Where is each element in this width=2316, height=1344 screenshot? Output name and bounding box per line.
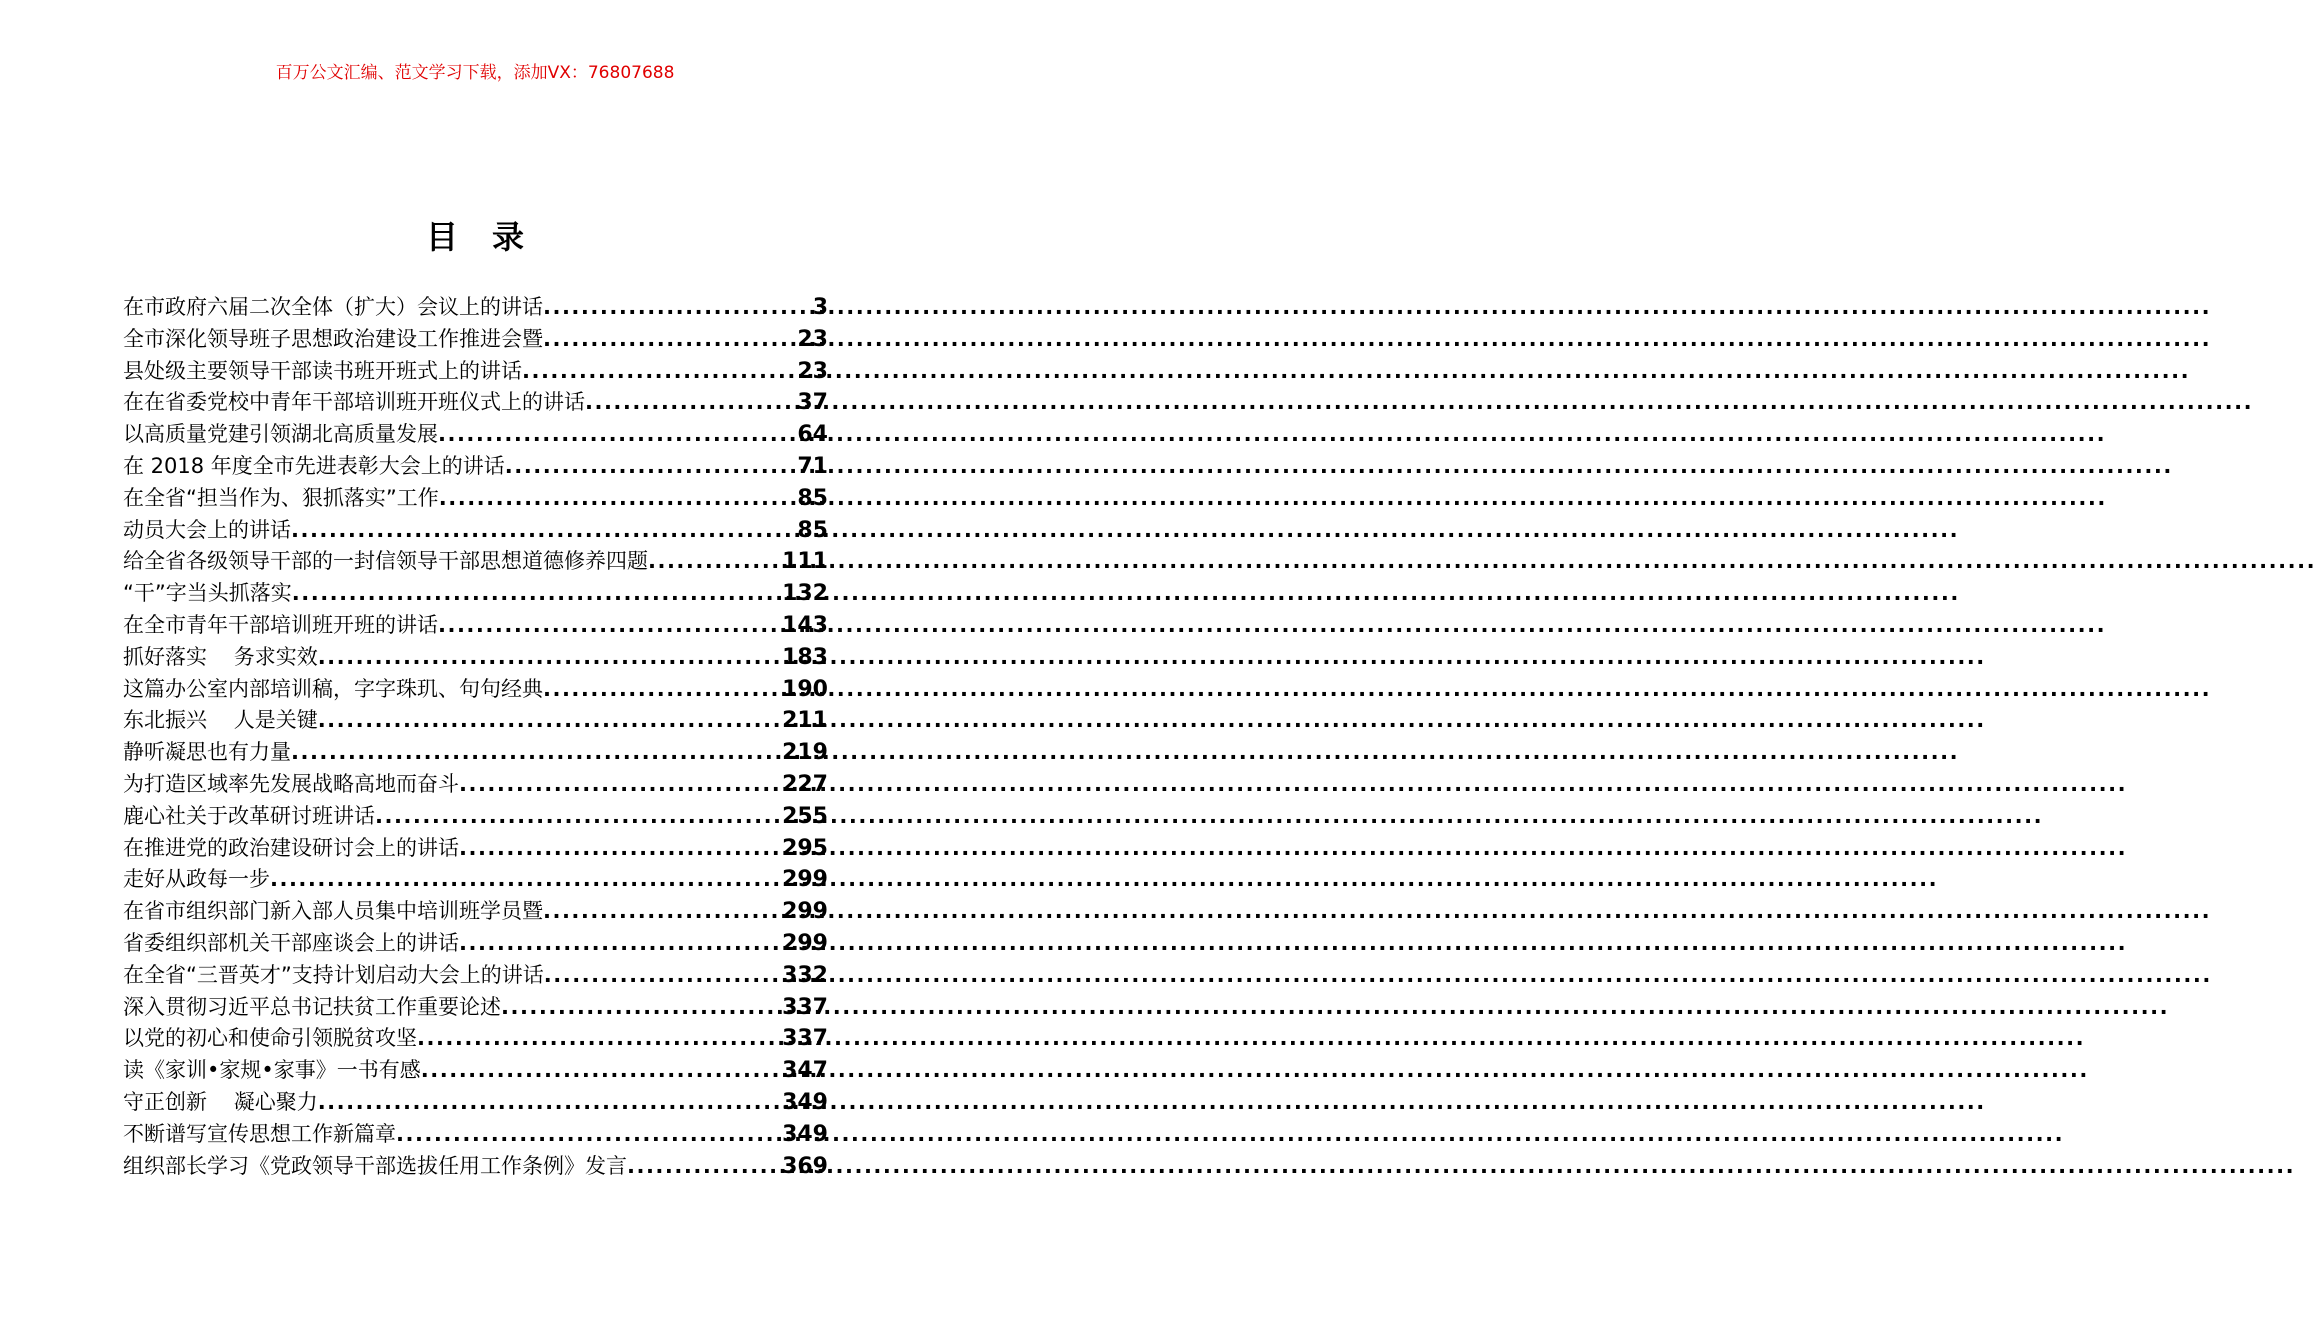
toc-entry-page-number: 299 — [782, 930, 828, 956]
toc-entry-title: 给全省各级领导干部的一封信领导干部思想道德修养四题 — [123, 549, 648, 574]
toc-entry-page-number: 71 — [797, 453, 828, 479]
toc-dot-leader — [292, 578, 781, 610]
toc-entry[interactable] — [123, 419, 828, 451]
toc-entry-page-number: 143 — [782, 612, 828, 638]
toc-entry-title: “干”字当头抓落实 — [123, 581, 292, 606]
toc-dot-leader — [459, 769, 781, 801]
toc-dot-leader — [544, 960, 781, 992]
toc-entry[interactable] — [123, 801, 828, 833]
toc-entry[interactable] — [123, 992, 828, 1024]
toc-entry-title: 东北振兴 人是关键 — [123, 708, 318, 733]
toc-entry-title: 全市深化领导班子思想政治建设工作推进会暨 — [123, 326, 543, 351]
toc-entry-title: 走好从政每一步 — [123, 867, 270, 892]
toc-entry-title: 在全市青年干部培训班开班的讲话 — [123, 612, 438, 637]
toc-entry-title: 鹿心社关于改革研讨班讲话 — [123, 803, 375, 828]
toc-entry[interactable] — [123, 737, 828, 769]
toc-entry[interactable] — [123, 515, 828, 547]
toc-entry[interactable] — [123, 896, 828, 928]
page-title: 目录 — [425, 218, 558, 256]
toc-entry-page-number: 183 — [782, 644, 828, 670]
toc-dot-leader — [585, 387, 796, 419]
toc-dot-leader — [438, 419, 796, 451]
toc-entry-title: 为打造区域率先发展战略高地而奋斗 — [123, 771, 459, 796]
toc-entry[interactable] — [123, 356, 828, 388]
toc-entry[interactable] — [123, 1151, 828, 1183]
toc-entry[interactable] — [123, 546, 828, 578]
toc-entry-page-number: 211 — [782, 708, 828, 734]
toc-entry-title: 在全省“三晋英才”支持计划启动大会上的讲话 — [123, 962, 544, 987]
toc-entry[interactable] — [123, 642, 828, 674]
toc-entry-page-number: 349 — [782, 1089, 828, 1115]
toc-dot-leader — [505, 451, 797, 483]
toc-entry-title: 在 2018 年度全市先进表彰大会上的讲话 — [123, 453, 505, 478]
toc-entry-title: 组织部长学习《党政领导干部选拔任用工作条例》发言 — [123, 1153, 627, 1178]
toc-entry-title: 以高质量党建引领湖北高质量发展 — [123, 422, 438, 447]
toc-entry-page-number: 347 — [782, 1058, 828, 1084]
toc-entry[interactable] — [123, 483, 828, 515]
toc-dot-leader — [417, 1023, 781, 1055]
toc-entry-page-number: 255 — [782, 803, 828, 829]
toc-entry-page-number: 3 — [812, 295, 828, 320]
toc-dot-leader — [543, 292, 812, 324]
toc-entry[interactable] — [123, 292, 828, 324]
toc-entry[interactable] — [123, 1087, 828, 1119]
toc-entry[interactable] — [123, 928, 828, 960]
toc-entry-page-number: 37 — [797, 390, 828, 416]
toc-dot-leader — [627, 1151, 781, 1183]
table-of-contents — [123, 292, 828, 1182]
toc-entry-page-number: 23 — [797, 326, 828, 352]
toc-entry[interactable] — [123, 705, 828, 737]
toc-entry-page-number: 337 — [782, 1026, 828, 1052]
toc-entry-title: 在推进党的政治建设研讨会上的讲话 — [123, 835, 459, 860]
toc-dot-leader — [438, 610, 781, 642]
toc-entry-title: 省委组织部机关干部座谈会上的讲话 — [123, 930, 459, 955]
toc-entry-title: 读《家训•家规•家事》一书有感 — [123, 1058, 421, 1083]
toc-entry-title: 不断谱写宣传思想工作新篇章 — [123, 1121, 396, 1146]
toc-dot-leader — [375, 801, 781, 833]
toc-entry-title: 守正创新 凝心聚力 — [123, 1089, 318, 1114]
toc-entry[interactable] — [123, 864, 828, 896]
toc-entry-page-number: 132 — [782, 581, 828, 607]
toc-dot-leader — [459, 833, 781, 865]
toc-entry-title: 以党的初心和使命引领脱贫攻坚 — [123, 1026, 417, 1051]
toc-entry-page-number: 299 — [782, 899, 828, 925]
toc-entry[interactable] — [123, 1055, 828, 1087]
document-page — [0, 0, 950, 1344]
toc-entry[interactable] — [123, 769, 828, 801]
toc-dot-leader — [291, 515, 796, 547]
toc-entry-page-number: 349 — [782, 1121, 828, 1147]
toc-entry-page-number: 337 — [782, 994, 828, 1020]
toc-entry-title: 这篇办公室内部培训稿，字字珠玑、句句经典 — [123, 676, 543, 701]
toc-entry[interactable] — [123, 387, 828, 419]
toc-entry[interactable] — [123, 324, 828, 356]
toc-entry-title: 静听凝思也有力量 — [123, 740, 291, 765]
toc-entry[interactable] — [123, 833, 828, 865]
toc-entry-page-number: 369 — [782, 1153, 828, 1179]
toc-dot-leader — [543, 674, 781, 706]
toc-entry-page-number: 23 — [797, 358, 828, 384]
toc-entry-title: 在省市组织部门新入部人员集中培训班学员暨 — [123, 899, 543, 924]
toc-dot-leader — [459, 928, 781, 960]
toc-dot-leader — [648, 546, 781, 578]
toc-entry-page-number: 227 — [782, 771, 828, 797]
toc-dot-leader — [439, 483, 797, 515]
toc-dot-leader — [543, 896, 781, 928]
toc-entry-page-number: 190 — [782, 676, 828, 702]
toc-entry-title: 抓好落实 务求实效 — [123, 644, 318, 669]
toc-dot-leader — [318, 705, 781, 737]
toc-dot-leader — [522, 356, 796, 388]
toc-entry-title: 在全省“担当作为、狠抓落实”工作 — [123, 485, 439, 510]
watermark-header: 百万公文汇编、范文学习下载，添加VX：76807688 — [275, 63, 675, 83]
toc-entry-title: 深入贯彻习近平总书记扶贫工作重要论述 — [123, 994, 501, 1019]
toc-entry-page-number: 85 — [797, 517, 828, 543]
toc-entry-page-number: 295 — [782, 835, 828, 861]
toc-entry-page-number: 111 — [782, 549, 828, 575]
toc-entry-title: 在市政府六届二次全体（扩大）会议上的讲话 — [123, 295, 543, 319]
toc-entry-title: 在在省委党校中青年干部培训班开班仪式上的讲话 — [123, 390, 585, 415]
toc-entry-page-number: 219 — [782, 740, 828, 766]
toc-dot-leader — [396, 1119, 781, 1151]
toc-entry[interactable] — [123, 1119, 828, 1151]
toc-entry-title: 县处级主要领导干部读书班开班式上的讲话 — [123, 358, 522, 383]
toc-dot-leader — [501, 992, 781, 1024]
toc-dot-leader — [421, 1055, 781, 1087]
toc-entry-page-number: 64 — [797, 422, 828, 448]
toc-dot-leader — [270, 864, 781, 896]
toc-entry-page-number: 332 — [782, 962, 828, 988]
toc-entry[interactable] — [123, 610, 828, 642]
toc-entry-page-number: 85 — [797, 485, 828, 511]
toc-entry[interactable] — [123, 1023, 828, 1055]
toc-entry-page-number: 299 — [782, 867, 828, 893]
toc-dot-leader — [291, 737, 781, 769]
toc-entry[interactable] — [123, 451, 828, 483]
toc-entry-title: 动员大会上的讲话 — [123, 517, 291, 542]
toc-dot-leader — [318, 1087, 781, 1119]
toc-entry[interactable] — [123, 674, 828, 706]
toc-entry[interactable] — [123, 578, 828, 610]
toc-dot-leader — [543, 324, 796, 356]
toc-dot-leader — [318, 642, 781, 674]
toc-entry[interactable] — [123, 960, 828, 992]
